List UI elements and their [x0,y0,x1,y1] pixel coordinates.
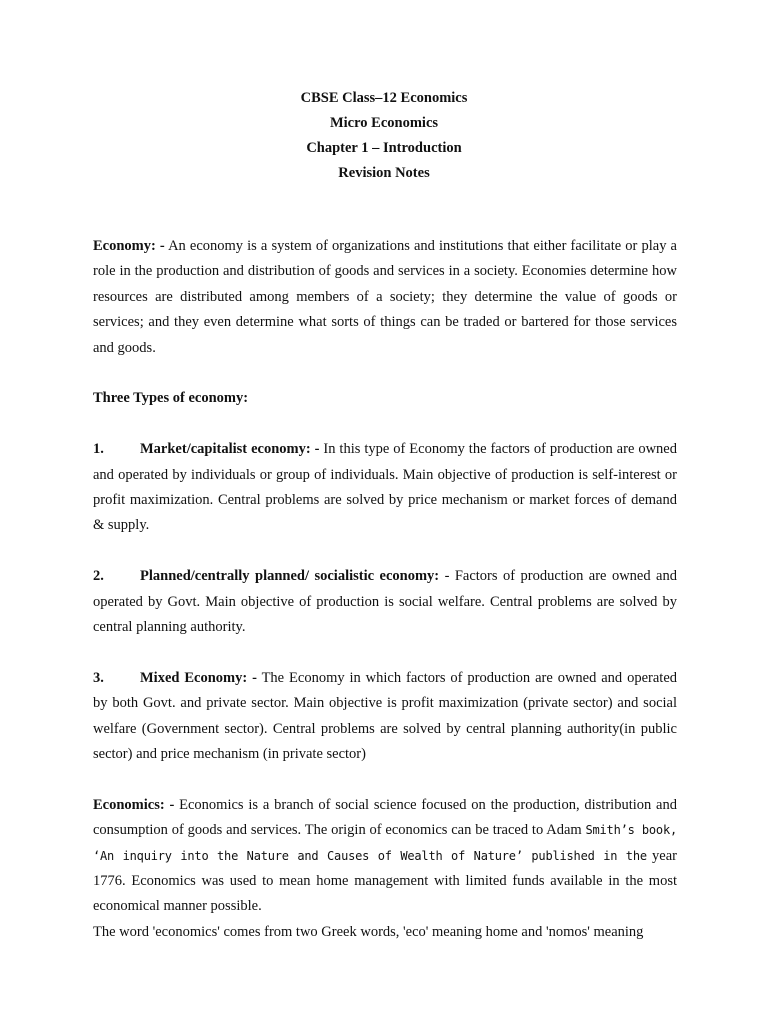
title-subject: Micro Economics [329,115,439,131]
title-block [0,86,768,186]
title-chapter: Chapter 1 – Introduction [306,140,462,156]
type-text: In this type of Economy the factors of production are owned and operated by individuals or group of individuals. Main objective of production is self-interest or profit maximization. Central problems are solved by price mechanism or market forces of demand & supply. [93,441,677,534]
word-origin-paragraph: The word 'economics' comes from two Greek words, 'eco' meaning home and 'nomos' meaning [93,923,644,940]
type-term: Mixed Economy: - [140,669,257,686]
economics-text-smith: Smith’s book, ‘An inquiry into the Nature and Causes of Wealth of Nature’ published in the [93,823,677,863]
document-body [93,234,677,945]
type-term: Market/capitalist economy: - [140,441,320,458]
economics-text-a: Economics is a branch of social science focused on the production, distribution and consumption of goods and services. The origin of economics can be traced to Adam [93,796,677,839]
title-notes: Revision Notes [338,165,430,181]
economics-term: Economics: - [93,796,175,813]
type-number: 2. [93,568,104,585]
types-heading-text: Three Types of economy: [93,390,249,407]
title-class: CBSE Class–12 Economics [300,90,468,106]
economics-text-b: year 1776. Economics was used to mean home management with limited funds available in the most economical manner possible. [93,847,678,915]
economics-paragraph [93,793,677,920]
type-number: 1. [93,441,104,458]
type-text: The Economy in which factors of production are owned and operated by both Govt. and private sector. Main objective is profit maximization (private sector) and social welfare (Government sector). Central problems are solved by central planning authority(in public sector) and price mechanism (in private sector) [93,669,678,763]
type-number: 3. [93,669,104,686]
economy-text: An economy is a system of organizations and institutions that either facilitate or play a role in the production and distribution of goods and services in a society. Economies determine how resources are distributed among members of a society; they determine the value of goods or services; and they even determine what sorts of things can be traded or bartered for those services and goods. [93,238,677,356]
type-item-market [93,437,677,539]
type-item-mixed [93,666,677,768]
type-term: Planned/centrally planned/ socialistic economy: [140,568,440,585]
type-item-planned [93,564,677,640]
economy-paragraph [93,234,677,361]
economy-term: Economy: - [93,238,165,254]
type-text: - Factors of production are owned and operated by Govt. Main objective of production is social welfare. Central problems are solved by central planning authority. [93,568,677,636]
types-heading [93,386,677,411]
